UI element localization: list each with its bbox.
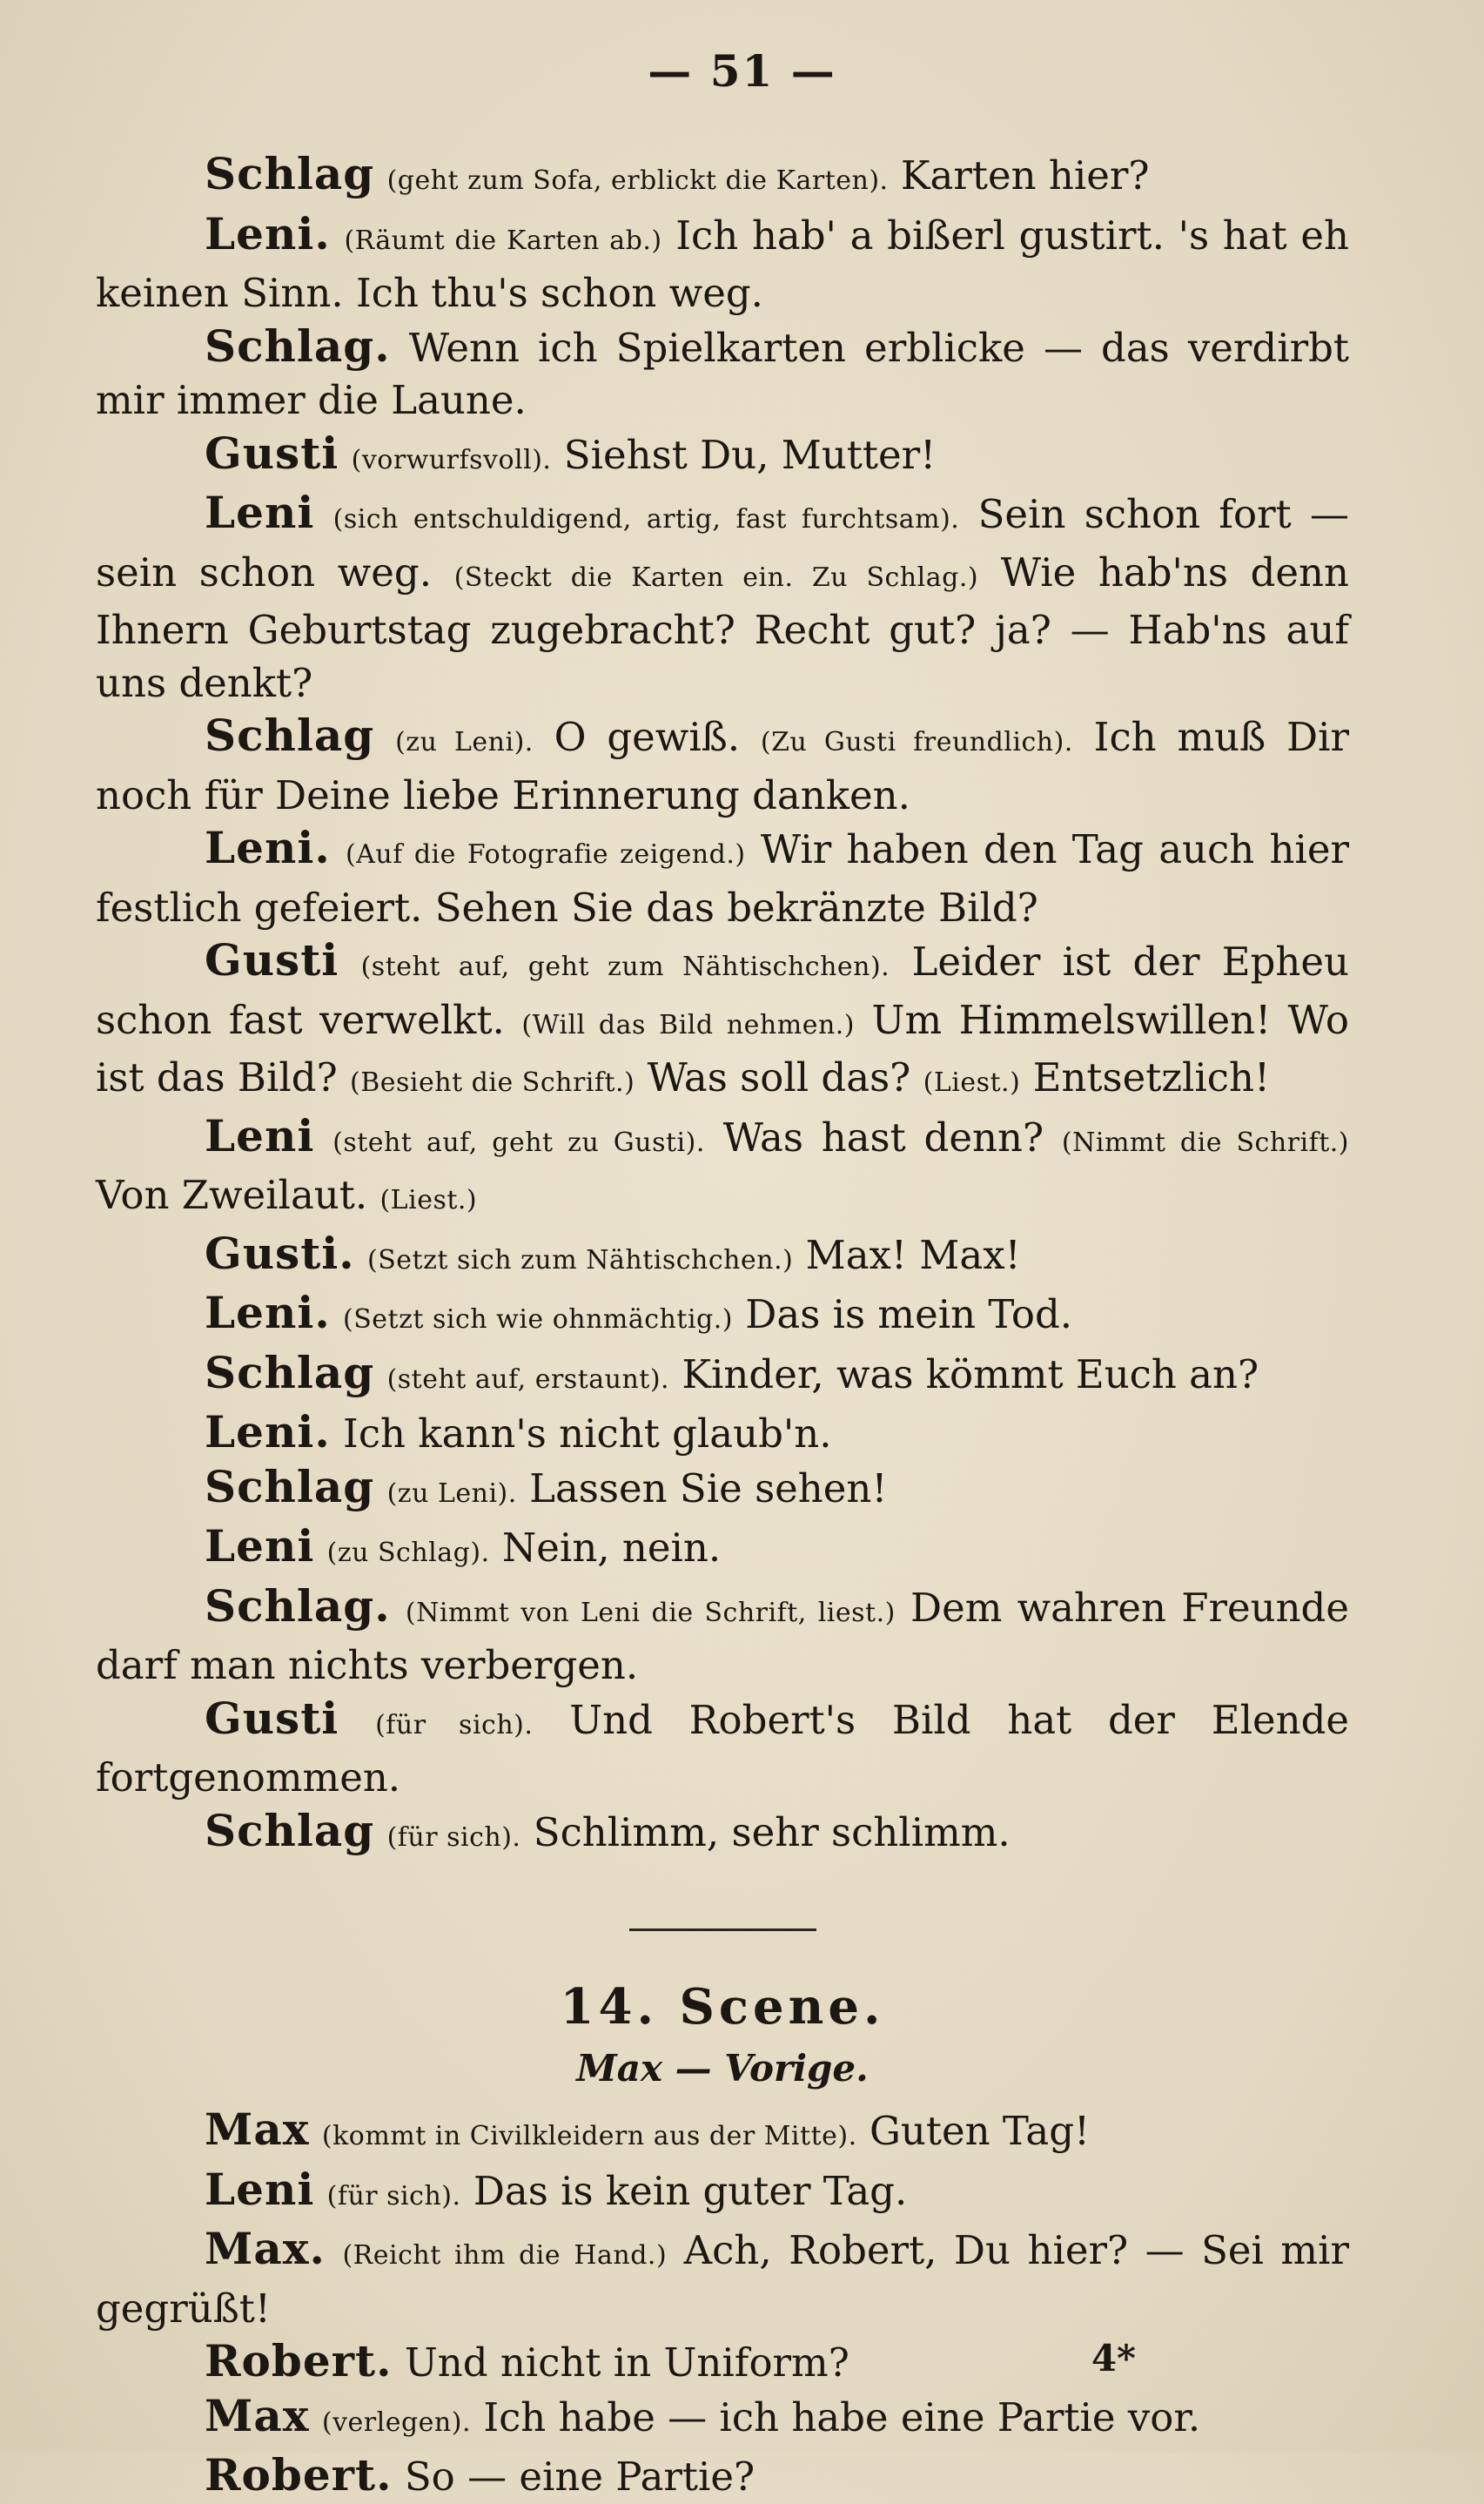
spoken-text: Wie hab'ns denn Ihnern Geburtstag zugebracht? Recht gut? ja? — Hab'ns auf uns denkt? (96, 549, 1350, 706)
dialogue-line (96, 208, 1349, 320)
spoken-text: Das is kein guter Tag. (473, 2167, 908, 2214)
stage-direction: (Setzt sich wie ohnmächtig.) (343, 1304, 733, 1335)
spoken-text: Ich habe — ich habe eine Partie vor. (483, 2393, 1201, 2440)
spoken-text: Was soll das? (647, 1054, 911, 1101)
dialogue-line (96, 934, 1349, 1110)
stage-direction: (Auf die Fotografie zeigend.) (346, 839, 746, 870)
stage-direction: (geht zum Sofa, erblickt die Karten). (386, 165, 889, 196)
spoken-text: Was hast denn? (722, 1114, 1044, 1161)
dialogue-line (96, 1520, 1349, 1580)
speaker-name: Schlag. (205, 1579, 391, 1632)
speaker-name: Leni (205, 2163, 315, 2215)
spoken-text: Sehen Sie das bekränzte Bild? (434, 884, 1038, 931)
speaker-name: Max (205, 2103, 310, 2155)
dialogue-line (96, 1110, 1349, 1228)
spoken-text: Nein, nein. (501, 1525, 722, 1571)
dialogue-line (96, 1406, 1349, 1461)
dialogue-line (96, 2164, 1349, 2224)
stage-direction: (kommt in Civilkleidern aus der Mitte). (321, 2121, 857, 2151)
speaker-name: Schlag. (205, 320, 391, 372)
dialogue-line (96, 1461, 1349, 1521)
dialogue-line (96, 1228, 1349, 1288)
dialogue-line (96, 1693, 1349, 1805)
dialogue-line (96, 427, 1349, 488)
dialogue-line (96, 1287, 1349, 1347)
spoken-text: Um Himmelswillen! Wo ist das Bild? (96, 996, 1349, 1101)
spoken-text: Ich muß Dir noch für Deine liebe Erinnerung danken. (96, 714, 1349, 818)
stage-direction: (steht auf, erstaunt). (386, 1363, 670, 1395)
dialogue-line (96, 1347, 1349, 1407)
stage-direction: (steht auf, geht zum Nähtischchen). (360, 952, 890, 982)
speaker-name: Leni (205, 487, 315, 538)
dialogue-line (96, 2103, 1349, 2164)
scene-title: 14. Scene. (560, 1978, 885, 2036)
spoken-text: Schlimm, sehr schlimm. (533, 1808, 1011, 1855)
signature-mark: 4* (1091, 2337, 1136, 2379)
spoken-text: Wir haben den Tag auch hier festlich gefeiert. (96, 826, 1349, 931)
stage-direction: (verlegen). (321, 2406, 471, 2438)
dialogue-line (96, 2449, 1349, 2504)
stage-direction: (zu Leni). (395, 727, 534, 757)
stage-direction: (für sich). (375, 1709, 534, 1740)
speaker-name: Leni (205, 1109, 315, 1161)
speaker-name: Robert. (205, 2335, 393, 2386)
speaker-name: Leni (205, 1520, 315, 1572)
speaker-name: Schlag (205, 1460, 375, 1512)
spoken-text: Ich hab' a bißerl gustirt. 's hat eh keinen Sinn. Ich thu's schon weg. (96, 212, 1349, 316)
dialogue-line (96, 822, 1349, 934)
dialogue-line (96, 320, 1349, 427)
spoken-text: Lassen Sie sehen! (529, 1464, 888, 1511)
speaker-name: Leni. (205, 1287, 331, 1338)
spoken-text: Entsetzlich! (1032, 1054, 1271, 1101)
scene-divider (629, 1928, 816, 1931)
speaker-name: Schlag (205, 148, 375, 199)
stage-direction: (Zu Gusti freundlich). (760, 727, 1073, 757)
spoken-text: Das is mein Tod. (745, 1291, 1073, 1337)
speaker-name: Schlag (205, 710, 375, 761)
spoken-text: O gewiß. (554, 714, 741, 760)
stage-direction: (für sich). (326, 2180, 461, 2211)
stage-direction: (Liest.) (379, 1185, 478, 1215)
stage-direction: (zu Schlag). (326, 1538, 490, 1568)
spoken-text: Wenn ich Spielkarten erblicke — das verdirbt mir immer die Laune. (96, 324, 1349, 423)
stage-direction: (steht auf, geht zu Gusti). (332, 1127, 705, 1158)
stage-direction: (Räumt die Karten ab.) (344, 225, 662, 256)
speaker-name: Gusti (205, 1692, 339, 1744)
spoken-text: Ich kann's nicht glaub'n. (343, 1410, 832, 1457)
stage-direction: (zu Leni). (386, 1477, 517, 1509)
stage-direction: (Setzt sich zum Nähtischchen.) (367, 1244, 794, 1276)
dialogue-line (96, 2335, 1349, 2390)
spoken-text: Und Robert's Bild hat der Elende fortgenommen. (96, 1696, 1350, 1801)
spoken-text: Ach, Robert, Du hier? — Sei mir gegrüßt! (96, 2227, 1350, 2332)
speaker-name: Gusti (205, 934, 339, 986)
speaker-name: Schlag (205, 1346, 375, 1398)
dialogue-line (96, 1805, 1349, 1865)
stage-direction: (für sich). (386, 1821, 521, 1853)
speaker-name: Max. (205, 2223, 326, 2274)
dialogue-line (96, 1580, 1349, 1693)
speaker-name: Gusti (205, 427, 339, 479)
spoken-text: Leider ist der Epheu schon fast verwelkt. (96, 939, 1349, 1043)
dialogue-part-1 (96, 148, 1349, 1864)
page-number: — 51 — (648, 45, 836, 97)
spoken-text: Kinder, was kömmt Euch an? (682, 1350, 1259, 1397)
spoken-text: Karten hier? (900, 152, 1150, 199)
spoken-text: Und nicht in Uniform? (404, 2339, 849, 2386)
dialogue-line (96, 2223, 1349, 2335)
speaker-name: Gusti. (205, 1227, 355, 1279)
speaker-name: Leni. (205, 1406, 331, 1457)
spoken-text: Von Zweilaut. (96, 1172, 368, 1218)
scene-cast: Max — Vorige. (576, 2047, 869, 2090)
spoken-text: Dem wahren Freunde darf man nichts verbergen. (96, 1584, 1349, 1688)
stage-direction: (Besieht die Schrift.) (350, 1067, 635, 1098)
dialogue-line (96, 710, 1349, 822)
page-body (96, 148, 1349, 2504)
stage-direction: (Steckt die Karten ein. Zu Schlag.) (453, 562, 979, 593)
stage-direction: (Reicht ihm die Hand.) (342, 2240, 668, 2271)
speaker-name: Schlag (205, 1804, 375, 1856)
spoken-text: Sein schon fort — sein schon weg. (96, 491, 1349, 596)
stage-direction: (Liest.) (923, 1067, 1021, 1098)
stage-direction: (vorwurfsvoll). (351, 444, 552, 475)
speaker-name: Max (205, 2389, 310, 2441)
dialogue-part-2 (96, 2103, 1349, 2504)
speaker-name: Robert. (205, 2449, 393, 2501)
dialogue-line (96, 2390, 1349, 2450)
speaker-name: Leni. (205, 207, 331, 259)
spoken-text: Max! Max! (805, 1231, 1021, 1278)
speaker-name: Leni. (205, 822, 331, 873)
stage-direction: (Nimmt von Leni die Schrift, liest.) (405, 1597, 896, 1628)
dialogue-line (96, 487, 1349, 710)
stage-direction: (Nimmt die Schrift.) (1061, 1127, 1350, 1158)
dialogue-line (96, 148, 1349, 208)
stage-direction: (sich entschuldigend, artig, fast furchtsam). (332, 504, 960, 535)
spoken-text: Siehst Du, Mutter! (563, 431, 937, 478)
spoken-text: So — eine Partie? (404, 2454, 755, 2500)
spoken-text: Guten Tag! (869, 2108, 1091, 2154)
stage-direction: (Will das Bild nehmen.) (521, 1009, 856, 1040)
